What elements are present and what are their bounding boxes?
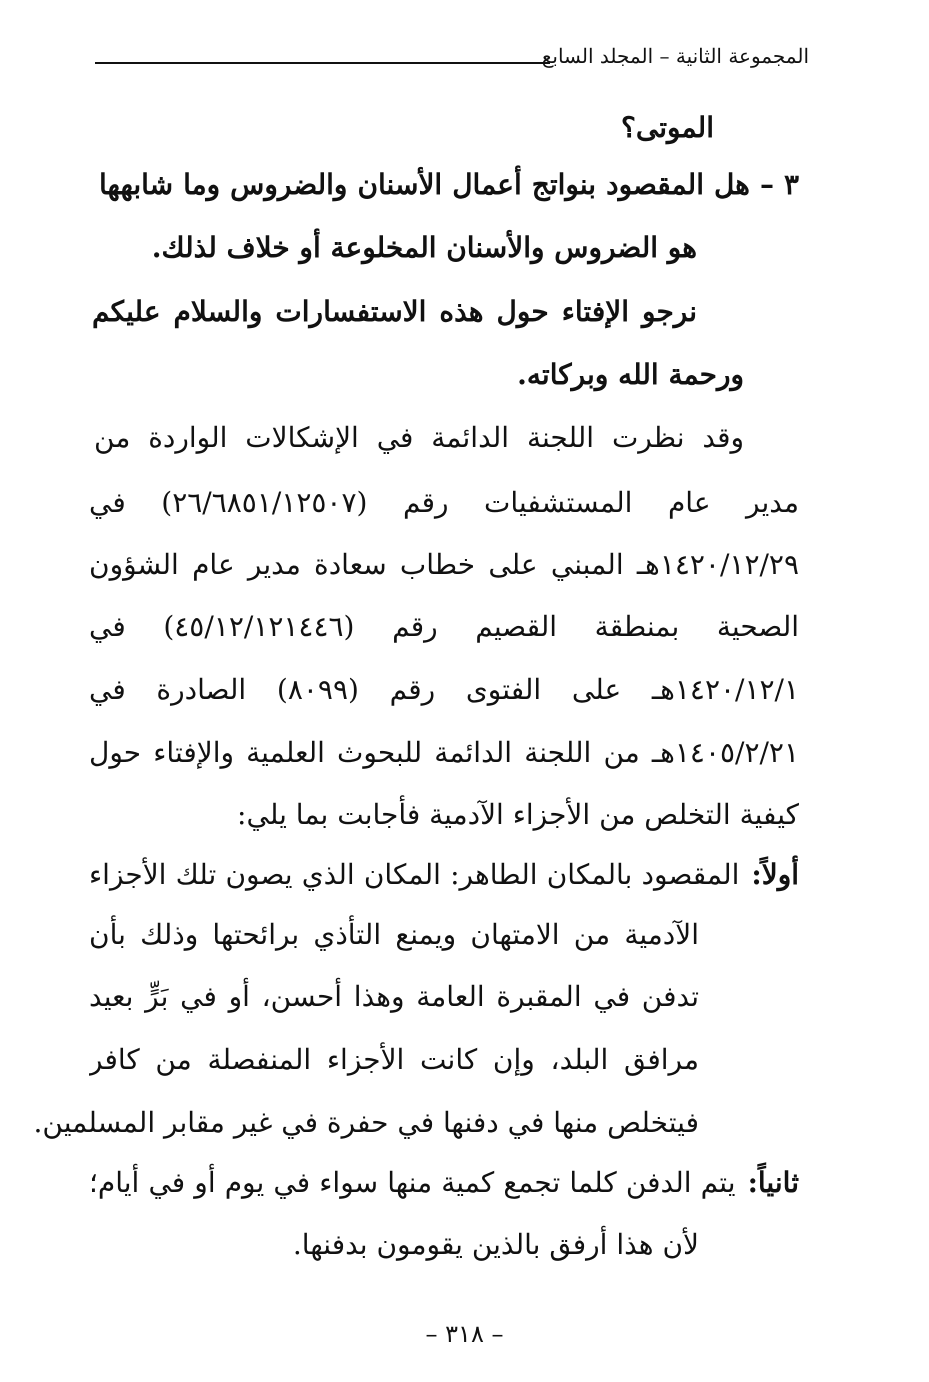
question-tail-line: الموتى؟ bbox=[621, 111, 714, 144]
point-one-line-4: مرافق البلد، وإن كانت الأجزاء المنفصلة من كافر bbox=[89, 1043, 699, 1076]
answer-intro-line-7: كيفية التخلص من الأجزاء الآدمية فأجابت بما يلي: bbox=[237, 798, 799, 831]
point-one-line-1: المقصود بالمكان الطاهر: المكان الذي يصون تلك الأجزاء bbox=[89, 858, 740, 891]
point-one-line-5: فيتخلص منها في دفنها في حفرة في غير مقابر المسلمين. bbox=[33, 1106, 699, 1139]
point-two-line-1: يتم الدفن كلما تجمع كمية منها سواء في يوم أو في أيام؛ bbox=[89, 1166, 736, 1199]
header-rule bbox=[95, 62, 550, 64]
point-one-line-2: الآدمية من الامتهان ويمنع التأذي برائحتها وذلك بأن bbox=[89, 918, 699, 951]
answer-intro-line-2: مدير عام المستشفيات رقم (٢٦/٦٨٥١/١٢٥٠٧) في bbox=[89, 486, 799, 519]
closing-line-1: نرجو الإفتاء حول هذه الاستفسارات والسلام عليكم bbox=[92, 295, 697, 328]
answer-intro-line-6: ١٤٠٥/٢/٢١هـ من اللجنة الدائمة للبحوث العلمية والإفتاء حول bbox=[89, 736, 799, 769]
question-3-line-1: ٣ – هل المقصود بنواتج أعمال الأسنان والضروس وما شابهها bbox=[99, 168, 799, 201]
answer-intro-line-5: ١٤٢٠/١٢/١هـ على الفتوى رقم (٨٠٩٩) الصادرة في bbox=[89, 673, 799, 706]
point-two-line-2: لأن هذا أرفق بالذين يقومون بدفنها. bbox=[292, 1228, 699, 1261]
point-two-label: ثانياً: bbox=[747, 1166, 799, 1199]
point-one-first-line bbox=[89, 855, 799, 895]
answer-intro-line-1: وقد نظرت اللجنة الدائمة في الإشكالات الواردة من bbox=[94, 421, 744, 454]
page-number: – ٣١٨ – bbox=[425, 1320, 504, 1348]
point-one-line-3: تدفن في المقبرة العامة وهذا أحسن، أو في بَرٍّ بعيد bbox=[89, 980, 699, 1013]
point-two-first-line bbox=[89, 1163, 799, 1203]
point-one-label: أولاً: bbox=[751, 858, 799, 891]
question-3-line-2: هو الضروس والأسنان المخلوعة أو خلاف لذلك. bbox=[151, 231, 697, 264]
closing-line-2: ورحمة الله وبركاته. bbox=[517, 358, 744, 391]
answer-intro-line-4: الصحية بمنطقة القصيم رقم (٤٥/١٢/١٢١٤٤٦) في bbox=[89, 610, 799, 643]
answer-intro-line-3: ١٤٢٠/١٢/٢٩هـ المبني على خطاب سعادة مدير عام الشؤون bbox=[89, 548, 799, 581]
running-header: المجموعة الثانية – المجلد السابع bbox=[541, 44, 809, 68]
